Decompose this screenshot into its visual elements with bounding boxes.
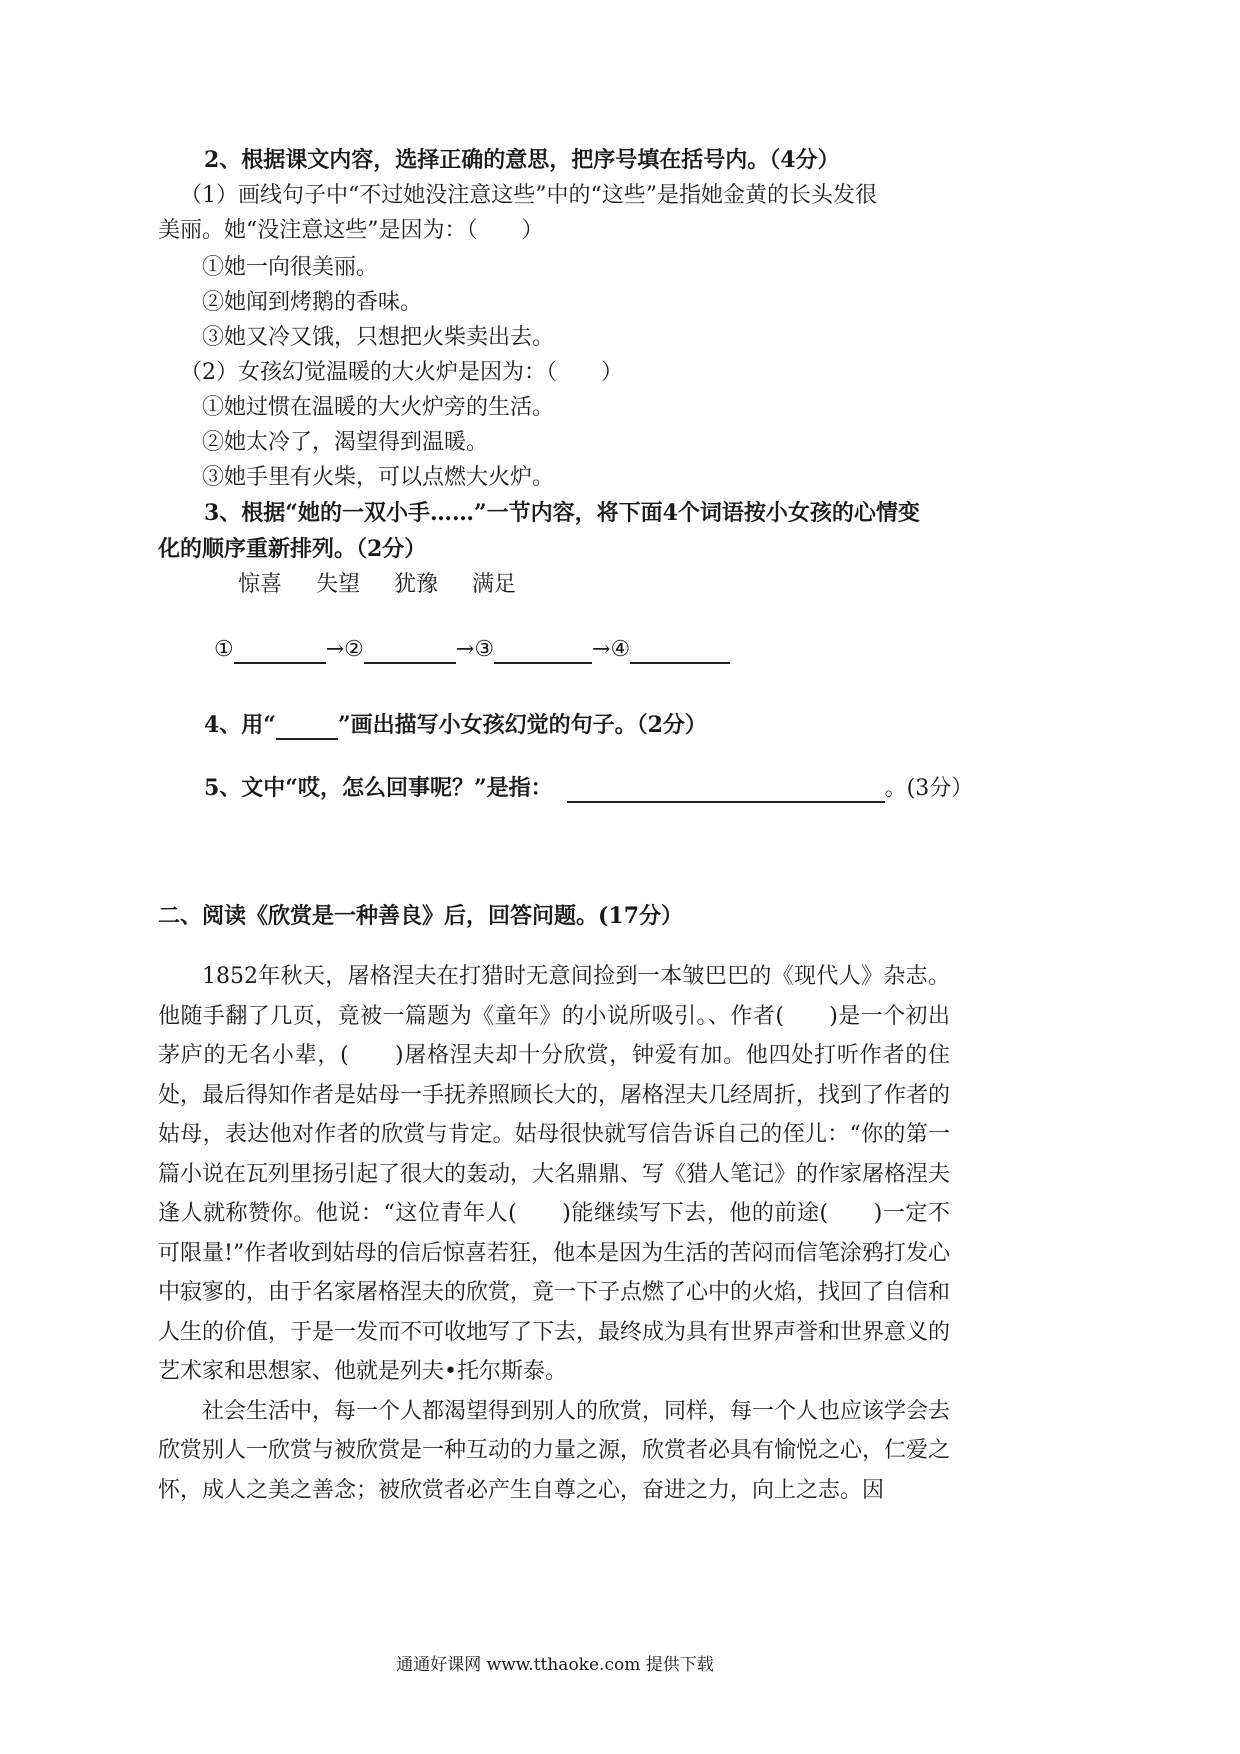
- answer-blank-5[interactable]: [567, 776, 885, 803]
- sequence-mark-2: →②: [325, 637, 364, 662]
- passage-paragraph-1: 1852年秋天，屠格涅夫在打猎时无意间捡到一本皱巴巴的《现代人》杂志。他随手翻了几页，竟被一篇题为《童年》的小说所吸引。、作者( )是一个初出茅庐的无名小辈，( )屠格涅夫却十分欣赏，钟爱有加。他四处打听作者的住处，最后得知作者是姑母一手抚养照顾长大的，屠格涅夫几经周折，找到了作者的姑母，表达他对作者的欣赏与肯定。姑母很快就写信告诉自己的侄儿：“你的第一篇小说在瓦列里扬引起了很大的轰动，大名鼎鼎、写《猎人笔记》的作家屠格涅夫逢人就称赞你。他说：“这位青年人( )能继续写下去，他的前途( )一定不可限量!”作者收到姑母的信后惊喜若狂，他本是因为生活的苦闷而信笔涂鸦打发心中寂寥的，由于名家屠格涅夫的欣赏，竟一下子点燃了心中的火焰，找回了自信和人生的价值，于是一发而不可收地写了下去，最终成为具有世界声誉和世界意义的艺术家和思想家、他就是列夫•托尔斯泰。: [158, 964, 951, 1384]
- question-2-1-option-c: ③她又冷又饿，只想把火柴卖出去。: [202, 325, 555, 350]
- footer: 通通好课网 www.tthaoke.com 提供下载: [396, 1655, 714, 1675]
- question-4-suffix: ”画出描写小女孩幻觉的句子。（2分）: [337, 712, 707, 738]
- answer-blank-1[interactable]: [234, 637, 326, 664]
- sequence-mark-4: →④: [592, 637, 631, 662]
- word-1: 惊喜: [238, 572, 283, 597]
- question-5-points: 。(3分）: [884, 776, 974, 801]
- question-5-text: 5、文中“哎，怎么回事呢？”是指：: [204, 775, 553, 801]
- passage-paragraph-2: 社会生活中，每一个人都渴望得到别人的欣赏，同样，每一个人也应该学会去欣赏别人一欣赏与被欣赏是一种互动的力量之源，欣赏者必具有愉悦之心，仁爱之怀，成人之美之善念；被欣赏者必产生自尊之心，奋进之力，向上之志。因: [158, 1398, 951, 1503]
- sequence-mark-3: →③: [455, 637, 495, 662]
- question-2-1-line2: 美丽。她“没注意这些”是因为：（ ）: [158, 218, 544, 243]
- underline-sample: [276, 712, 338, 740]
- answer-blank-2[interactable]: [364, 637, 456, 664]
- answer-blank-3[interactable]: [494, 637, 592, 664]
- sequence-mark-1: ①: [214, 637, 234, 662]
- question-3-line1: 3、根据“她的一双小手……”一节内容，将下面4个词语按小女孩的心情变: [204, 500, 920, 526]
- word-2: 失望: [316, 572, 361, 597]
- question-2-title: 2、根据课文内容，选择正确的意思，把序号填在括号内。（4分）: [204, 147, 840, 173]
- question-5: [204, 771, 973, 803]
- question-2-2-option-b: ②她太冷了，渴望得到温暖。: [202, 430, 489, 455]
- question-3-line2: 化的顺序重新排列。（2分）: [158, 536, 427, 562]
- question-2-1-option-b: ②她闻到烤鹅的香味。: [202, 290, 423, 315]
- question-2-2-option-c: ③她手里有火柴，可以点燃大火炉。: [202, 465, 555, 490]
- question-2-1-line1: （1）画线句子中“不过她没注意这些”中的“这些”是指她金黄的长头发很: [180, 183, 877, 208]
- question-2-1-option-a: ①她一向很美丽。: [202, 255, 379, 280]
- sequence-row: [214, 637, 730, 664]
- section-2-title: 二、阅读《欣赏是一种善良》后，回答问题。(17分）: [158, 903, 684, 929]
- question-2-2-option-a: ①她过惯在温暖的大火炉旁的生活。: [202, 395, 555, 420]
- word-3: 犹豫: [394, 572, 439, 597]
- question-2-2-line: （2）女孩幻觉温暖的大火炉是因为：（ ）: [180, 360, 623, 385]
- word-4: 满足: [472, 572, 517, 597]
- answer-blank-4[interactable]: [630, 637, 730, 664]
- question-4: [204, 708, 707, 740]
- reading-passage: [158, 957, 950, 1510]
- question-4-prefix: 4、用“: [204, 712, 276, 738]
